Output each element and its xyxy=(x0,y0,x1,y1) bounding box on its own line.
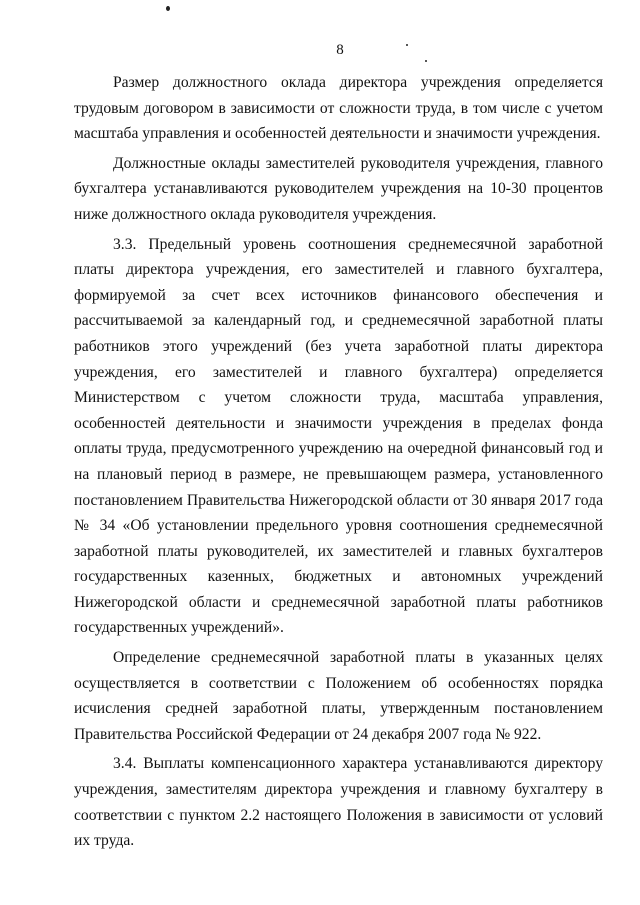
paragraph-3-4: 3.4. Выплаты компенсационного характера устанавливаются директору учреждения, заместителям директора учреждения и главному бухгалтеру в соответствии с пунктом 2.2 настоящего Положения в зависимости от условий их труда. xyxy=(74,755,603,850)
scan-speck xyxy=(166,6,170,11)
body-text xyxy=(74,70,603,858)
scan-speck xyxy=(425,60,427,62)
paragraph-deputy-salaries: Должностные оклады заместителей руководителя учреждения, главного бухгалтера устанавливаются руководителем учреждения на 10-30 процентов ниже должностного оклада руководителя учреждения. xyxy=(74,154,603,223)
paragraph-average-salary: Определение среднемесячной заработной платы в указанных целях осуществляется в соответствии с Положением об особенностях порядка исчисления средней заработной платы, утвержденным постановлением Правительства Российской Федерации от 24 декабря 2007 года № 922. xyxy=(74,649,603,743)
paragraph-3-3: 3.3. Предельный уровень соотношения среднемесячной заработной платы директора учреждения, его заместителей и главного бухгалтера, формируемой за счет всех источников финансового обеспечения и рассчитываемой за календарный год, и среднемесячной заработной платы работников этого учреждений (без учета заработной платы директора учреждения, его заместителей и главного бухгалтера) определяется Министерством с учетом сложности труда, масштаба управления, особенностей деятельности и значимости учреждения в пределах фонда оплаты труда, предусмотренного учреждению на очередной финансовый год и на плановый период в размере, не превышающем размера, установленного постановлением Правительства Нижегородской области от 30 января 2017 года № 34 «Об установлении предельного уровня соотношения среднемесячной заработной платы руководителей, их заместителей и главных бухгалтеров государственных казенных, бюджетных и автономных учреждений Нижегородской области и среднемесячной заработной платы работников государственных учреждений». xyxy=(74,235,603,637)
paragraph-director-salary: Размер должностного оклада директора учреждения определяется трудовым договором в зависимости от сложности труда, в том числе с учетом масштаба управления и особенностей деятельности и значимости учреждения. xyxy=(74,74,603,143)
page-number: 8 xyxy=(336,42,344,58)
